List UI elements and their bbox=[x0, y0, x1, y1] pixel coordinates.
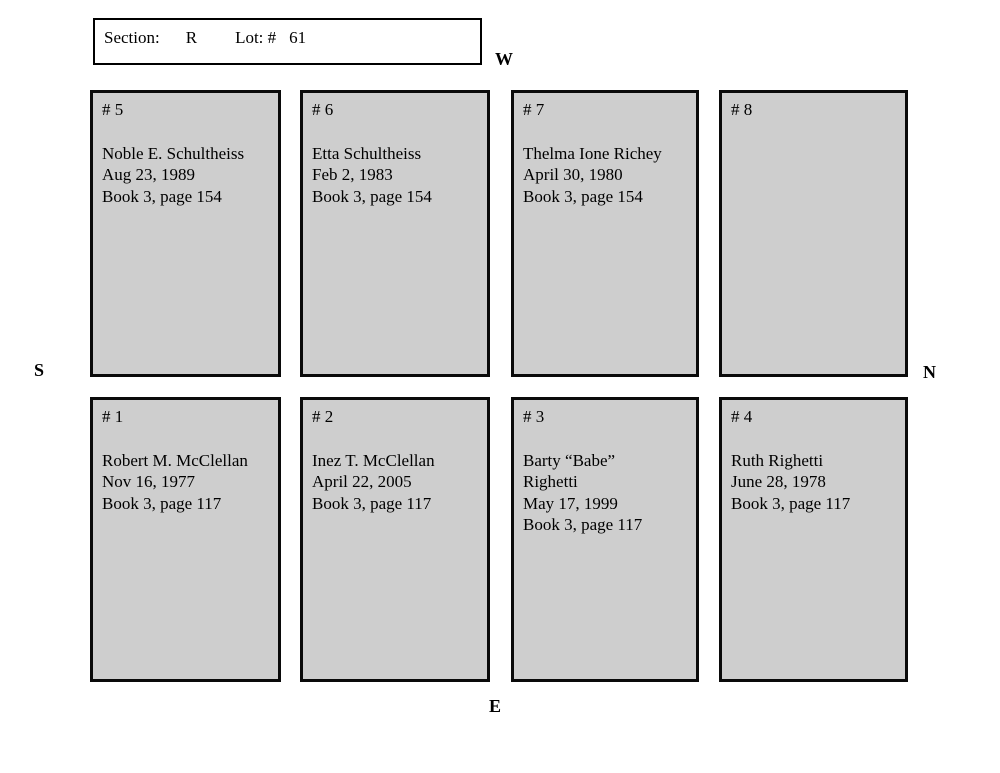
plot-occupant-name: Etta Schultheiss bbox=[312, 143, 422, 163]
compass-east-label: E bbox=[489, 696, 502, 716]
compass-north-label: N bbox=[923, 362, 936, 382]
plot-book-reference: Book 3, page 117 bbox=[731, 493, 851, 513]
section-value: R bbox=[185, 28, 198, 47]
plot-occupant-name-wrap: Righetti bbox=[523, 472, 578, 491]
plot-info bbox=[523, 143, 687, 208]
plot-date: Aug 23, 1989 bbox=[102, 165, 196, 184]
plot-number: # 4 bbox=[731, 407, 753, 426]
plot-cell-2 bbox=[300, 397, 490, 682]
plot-cell-5 bbox=[90, 90, 281, 377]
compass-south-label: S bbox=[34, 360, 45, 380]
plot-info bbox=[312, 450, 478, 515]
plot-cell-8 bbox=[719, 90, 908, 377]
plot-book-reference: Book 3, page 154 bbox=[312, 186, 432, 206]
plot-occupant-name: Robert M. McClellan bbox=[102, 450, 248, 470]
plot-book-reference: Book 3, page 154 bbox=[523, 186, 643, 206]
plot-number: # 1 bbox=[102, 407, 124, 426]
plot-info bbox=[523, 450, 687, 536]
plot-occupant-name: Inez T. McClellan bbox=[312, 450, 435, 470]
plot-book-reference: Book 3, page 154 bbox=[102, 186, 222, 206]
plot-info bbox=[312, 143, 478, 208]
plot-occupant-name: Ruth Righetti bbox=[731, 450, 824, 470]
plot-book-reference: Book 3, page 117 bbox=[312, 493, 432, 513]
plot-number: # 3 bbox=[523, 407, 545, 426]
plot-cell-6 bbox=[300, 90, 490, 377]
plot-number: # 8 bbox=[731, 100, 753, 119]
plot-number: # 6 bbox=[312, 100, 334, 119]
plot-number: # 7 bbox=[523, 100, 545, 119]
compass-west-label: W bbox=[495, 49, 513, 69]
plot-number: # 5 bbox=[102, 100, 124, 119]
plot-number: # 2 bbox=[312, 407, 334, 426]
plot-info bbox=[731, 450, 896, 515]
plot-info bbox=[102, 450, 269, 515]
plot-date: Nov 16, 1977 bbox=[102, 472, 196, 491]
plot-cell-7 bbox=[511, 90, 699, 377]
plot-book-reference: Book 3, page 117 bbox=[523, 515, 643, 534]
plot-book-reference: Book 3, page 117 bbox=[102, 493, 222, 513]
plot-occupant-name: Noble E. Schultheiss bbox=[102, 143, 245, 163]
plot-info bbox=[102, 143, 269, 208]
lot-label: Lot: # bbox=[235, 28, 277, 47]
plot-occupant-name: Barty “Babe” bbox=[523, 450, 616, 470]
plot-date: May 17, 1999 bbox=[523, 493, 618, 513]
lot-value: 61 bbox=[289, 28, 307, 47]
plot-cell-4 bbox=[719, 397, 908, 682]
section-lot-header bbox=[93, 18, 482, 65]
section-label: Section: bbox=[104, 28, 160, 47]
plot-cell-3 bbox=[511, 397, 699, 682]
plot-date: Feb 2, 1983 bbox=[312, 165, 393, 184]
plot-date: April 30, 1980 bbox=[523, 165, 623, 184]
plot-cell-1 bbox=[90, 397, 281, 682]
plot-occupant-name: Thelma Ione Richey bbox=[523, 143, 662, 163]
plot-date: April 22, 2005 bbox=[312, 472, 412, 491]
plot-date: June 28, 1978 bbox=[731, 472, 826, 491]
